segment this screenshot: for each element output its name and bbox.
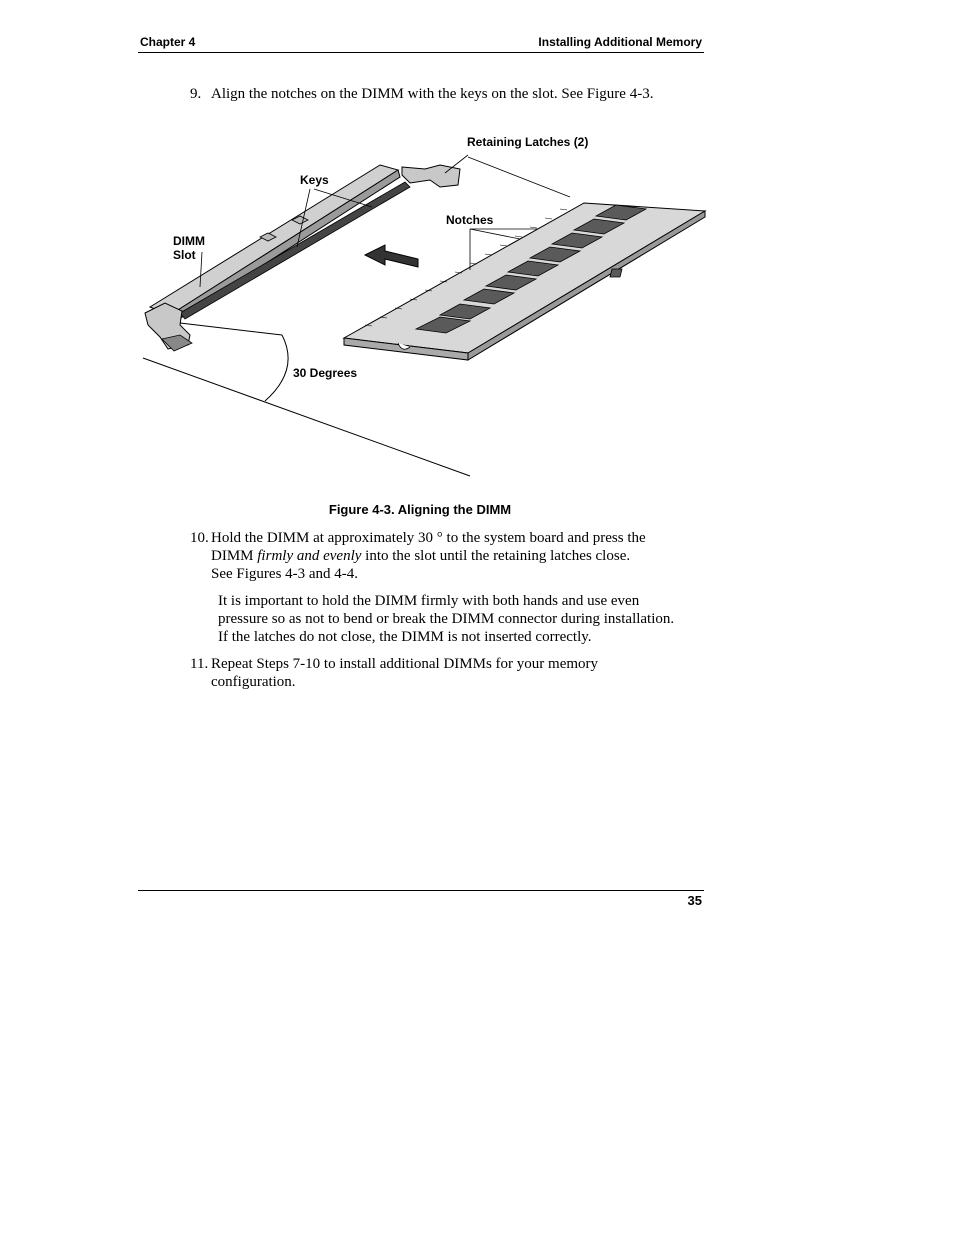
figure-caption: Figure 4-3. Aligning the DIMM (328, 502, 512, 517)
emphasis-text: firmly and evenly (257, 548, 362, 564)
dimm-slot-label-line1: DIMM (173, 234, 205, 248)
keys-label: Keys (300, 173, 329, 187)
step-number: 10. (190, 530, 209, 546)
dimm-illustration (140, 125, 710, 485)
retaining-latches-label: Retaining Latches (2) (467, 135, 589, 149)
note-line: pressure so as not to bend or break the DIMM connector during installation. (218, 611, 675, 627)
step-text-line2: configuration. (211, 674, 296, 690)
page-number: 35 (687, 893, 702, 908)
section-title: Installing Additional Memory (538, 35, 702, 49)
note-paragraph (218, 592, 708, 646)
step-text-line3: See Figures 4-3 and 4-4. (211, 566, 359, 582)
step-text-line2: DIMM firmly and evenly into the slot until the retaining latches close. (211, 548, 631, 564)
step-text: Align the notches on the DIMM with the keys on the slot. See Figure 4-3. (211, 86, 654, 102)
footer-rule (138, 890, 704, 891)
step-11 (190, 655, 710, 695)
note-line: If the latches do not close, the DIMM is not inserted correctly. (218, 629, 592, 645)
step-text-line1: Hold the DIMM at approximately 30 ° to the system board and press the (211, 530, 646, 546)
note-line: It is important to hold the DIMM firmly with both hands and use even (218, 593, 640, 609)
step-number: 9. (190, 86, 202, 102)
step-number: 11. (190, 656, 209, 672)
dimm-slot-label-line2: Slot (173, 248, 196, 262)
header-rule (138, 52, 704, 53)
step-text-line1: Repeat Steps 7-10 to install additional DIMMs for your memory (211, 656, 599, 672)
degrees-label: 30 Degrees (293, 366, 358, 380)
notches-label: Notches (446, 213, 494, 227)
step-10 (190, 529, 710, 589)
dimm-figure (140, 125, 710, 485)
chapter-label: Chapter 4 (140, 35, 196, 49)
